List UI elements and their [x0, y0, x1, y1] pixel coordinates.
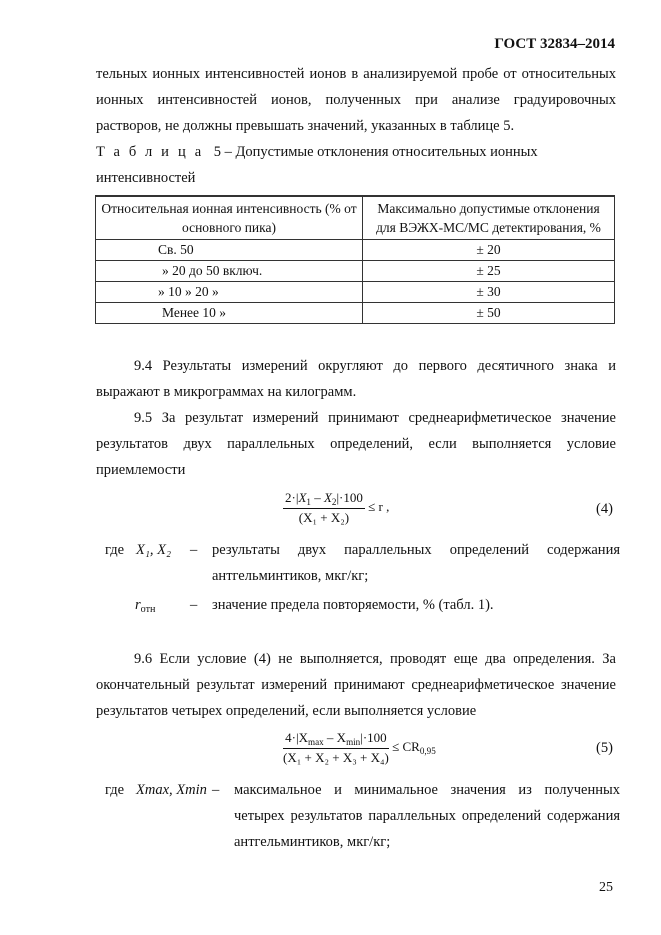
formula-5-minus: – X	[323, 730, 347, 745]
formula-4-relation: ≤ r ,	[368, 498, 390, 514]
paragraph-9-4: 9.4 Результаты измерений округляют до первого десятичного знака и выражают в микрограммах на килограмм.	[96, 358, 616, 400]
formula-4-x2-sub: 2	[331, 497, 337, 507]
formula-4	[283, 490, 389, 526]
where-symbol-x1-x2-text: X₁, X₂	[136, 542, 172, 558]
formula-4-denominator: (X₁ + X₂)	[298, 510, 350, 525]
table-cell-value: ± 50	[363, 303, 615, 324]
paragraph-9-5: 9.5 За результат измерений принимают среднеарифметическое значение результатов двух параллельных определений, если выполняется условие приемлемости	[96, 410, 616, 478]
table-cell-range: Менее 10 »	[96, 303, 363, 324]
formula-5	[283, 730, 436, 766]
table-row	[96, 282, 615, 303]
formula-5-rel-sub: 0,95	[419, 745, 436, 756]
table-row	[96, 240, 615, 261]
table-caption-label: Таблица	[96, 144, 211, 160]
table-header-deviation: Максимально допустимые отклонения для ВЭЖХ-МС/МС детектирования, %	[363, 196, 615, 240]
where-dash-3: –	[212, 782, 220, 798]
formula-4-x2: X	[323, 490, 332, 505]
table-cell-range: Св. 50	[96, 240, 363, 261]
formula-5-denominator: (X₁ + X₂ + X₃ + X₄)	[283, 750, 389, 765]
where-symbol-xmax-xmin	[136, 777, 207, 803]
formula-5-min-sub: min	[346, 737, 361, 747]
table-cell-range: » 10 » 20 »	[96, 282, 363, 303]
formula-4-minus: –	[310, 490, 324, 505]
formula-5-num-end: |·100	[360, 730, 387, 745]
page-number: 25	[599, 880, 613, 895]
formula-4-x1-sub: 1	[306, 497, 311, 507]
table-cell-value: ± 25	[363, 261, 615, 282]
where-dash-2: –	[190, 597, 198, 613]
formula-5-num-start: 4·|X	[285, 730, 308, 745]
where-symbol-x1-x2	[136, 537, 171, 563]
paragraph-9-6: 9.6 Если условие (4) не выполняется, проводят еще два определения. За окончательный результат измерений принимают среднеарифметическое значение результатов четырех определений, если выполняется условие	[96, 651, 616, 719]
paragraph-intro: тельных ионных интенсивностей ионов в анализируемой пробе от относительных ионных интенсивностей ионов, полученных при анализе градуировочных растворов, не должны превышать значений, указанных в таблице 5.	[96, 66, 616, 134]
formula-4-x1: X	[298, 490, 307, 505]
formula-5-numerator	[283, 730, 389, 749]
where-gde-1: где	[105, 542, 125, 558]
formula-4-numerator	[283, 490, 365, 509]
table-header-intensity: Относительная ионная интенсивность (% от основного пика)	[96, 196, 363, 240]
formula-5-max-sub: max	[308, 737, 324, 747]
equation-number-5: (5)	[596, 740, 613, 756]
where-desc-r: значение предела повторяемости, % (табл. 1).	[212, 597, 494, 613]
document-header: ГОСТ 32834–2014	[494, 36, 615, 52]
table-cell-range: » 20 до 50 включ.	[96, 261, 363, 282]
formula-5-fraction	[283, 730, 389, 766]
formula-4-num-prefix: 2·|	[285, 490, 299, 505]
where-dash-1: –	[190, 542, 198, 558]
where-symbol-r	[135, 592, 155, 623]
table-cell-value: ± 30	[363, 282, 615, 303]
deviation-table	[95, 195, 615, 324]
where-gde-2: где	[105, 782, 125, 798]
where-desc-xmax-xmin: максимальное и минимальное значения из полученных четырех результатов параллельных определений содержания антгельминтиков, мкг/кг;	[234, 782, 620, 850]
formula-4-fraction	[283, 490, 365, 526]
formula-5-relation	[392, 739, 436, 754]
where-symbol-r-sub: отн	[140, 604, 156, 615]
where-symbol-xmax-xmin-text: Xmax, Xmin	[136, 782, 207, 798]
formula-5-rel: ≤ CR	[392, 738, 420, 754]
table-row	[96, 261, 615, 282]
table-row	[96, 303, 615, 324]
table-caption-text: 5 – Допустимые отклонения относительных ионных интенсивностей	[96, 144, 538, 186]
where-symbol-r-text: r	[135, 597, 141, 613]
formula-4-num-suffix: |·100	[336, 490, 363, 505]
where-desc-x1-x2: результаты двух параллельных определений содержания антгельминтиков, мкг/кг;	[212, 542, 620, 584]
equation-number-4: (4)	[596, 501, 613, 517]
table-cell-value: ± 20	[363, 240, 615, 261]
table-caption	[96, 139, 616, 191]
